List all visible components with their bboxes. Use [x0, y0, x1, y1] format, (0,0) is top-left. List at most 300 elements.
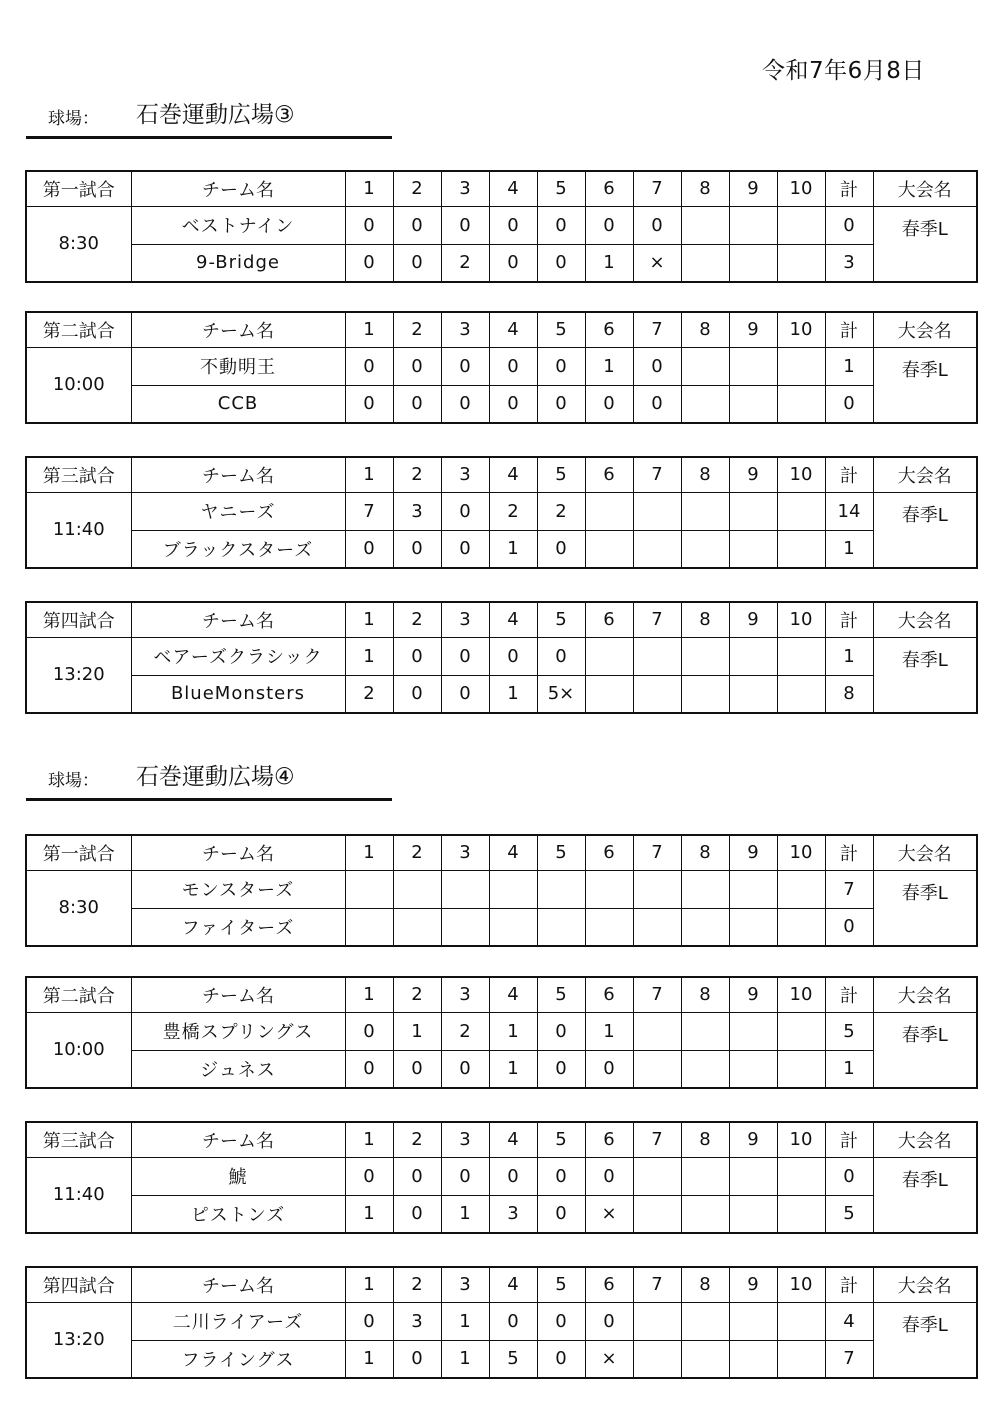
- inning-score: [729, 675, 777, 713]
- team-name: CCB: [131, 385, 345, 423]
- game-table: [25, 1266, 978, 1379]
- inning-score: [441, 870, 489, 908]
- inning-score: 0: [489, 1157, 537, 1195]
- table-header-row: [26, 1122, 977, 1157]
- inning-score: 0: [393, 637, 441, 675]
- inning-score: [777, 244, 825, 282]
- inning-header: 6: [585, 1267, 633, 1302]
- inning-score: [681, 206, 729, 244]
- venue-label: 球場：: [48, 771, 99, 791]
- inning-score: [681, 870, 729, 908]
- inning-score: [681, 908, 729, 946]
- inning-score: [729, 1195, 777, 1233]
- inning-score: 0: [393, 1157, 441, 1195]
- inning-score: [777, 675, 825, 713]
- inning-header: 5: [537, 1267, 585, 1302]
- inning-header: 4: [489, 1122, 537, 1157]
- inning-score: [729, 1302, 777, 1340]
- inning-score: [729, 206, 777, 244]
- game-time: 13:20: [26, 637, 131, 713]
- inning-score: [345, 908, 393, 946]
- inning-score: ×: [585, 1195, 633, 1233]
- inning-header: 8: [681, 835, 729, 870]
- inning-header: 9: [729, 457, 777, 492]
- inning-header: 6: [585, 835, 633, 870]
- inning-score: [633, 870, 681, 908]
- inning-score: [729, 385, 777, 423]
- venue-name: 石巻運動広場③: [136, 102, 295, 128]
- inning-score: [777, 908, 825, 946]
- inning-header: 2: [393, 171, 441, 206]
- inning-header: 7: [633, 457, 681, 492]
- game-time: 10:00: [26, 347, 131, 423]
- table-row: [26, 1050, 977, 1088]
- table-row: [26, 206, 977, 244]
- inning-score: [777, 347, 825, 385]
- team-name-header: チーム名: [131, 312, 345, 347]
- inning-header: 9: [729, 312, 777, 347]
- inning-header: 10: [777, 457, 825, 492]
- inning-header: 4: [489, 602, 537, 637]
- inning-score: 0: [441, 1050, 489, 1088]
- inning-score: [681, 1340, 729, 1378]
- table-header-row: [26, 977, 977, 1012]
- inning-score: 0: [393, 530, 441, 568]
- game-time: 11:40: [26, 492, 131, 568]
- inning-header: 1: [345, 171, 393, 206]
- inning-score: 0: [489, 347, 537, 385]
- inning-header: 5: [537, 835, 585, 870]
- inning-score: [633, 530, 681, 568]
- table-header-row: [26, 312, 977, 347]
- inning-score: [681, 637, 729, 675]
- inning-score: 0: [441, 492, 489, 530]
- team-name: ヤニーズ: [131, 492, 345, 530]
- inning-score: 0: [537, 637, 585, 675]
- inning-score: 0: [441, 530, 489, 568]
- inning-score: ×: [585, 1340, 633, 1378]
- inning-score: 0: [537, 1340, 585, 1378]
- inning-score: 0: [537, 1157, 585, 1195]
- inning-header: 3: [441, 1267, 489, 1302]
- game-number-header: 第一試合: [26, 835, 131, 870]
- inning-score: 0: [585, 1302, 633, 1340]
- total-score: 0: [825, 385, 873, 423]
- inning-header: 3: [441, 312, 489, 347]
- competition-header: 大会名: [873, 1267, 977, 1302]
- game-number-header: 第四試合: [26, 602, 131, 637]
- inning-score: 5×: [537, 675, 585, 713]
- inning-score: 0: [489, 244, 537, 282]
- inning-header: 1: [345, 312, 393, 347]
- team-name: 鯱: [131, 1157, 345, 1195]
- inning-score: 0: [441, 385, 489, 423]
- game-number-header: 第四試合: [26, 1267, 131, 1302]
- inning-header: 5: [537, 977, 585, 1012]
- inning-score: 0: [633, 385, 681, 423]
- table-header-row: [26, 457, 977, 492]
- competition-name: 春季L: [873, 492, 977, 568]
- inning-score: 0: [393, 1340, 441, 1378]
- inning-header: 10: [777, 1122, 825, 1157]
- inning-header: 6: [585, 171, 633, 206]
- total-score: 14: [825, 492, 873, 530]
- total-score: 1: [825, 1050, 873, 1088]
- inning-score: 0: [345, 385, 393, 423]
- inning-header: 9: [729, 1122, 777, 1157]
- team-name-header: チーム名: [131, 835, 345, 870]
- game-number-header: 第二試合: [26, 312, 131, 347]
- inning-header: 7: [633, 977, 681, 1012]
- total-score: 3: [825, 244, 873, 282]
- inning-score: [777, 1340, 825, 1378]
- inning-header: 9: [729, 835, 777, 870]
- inning-score: [393, 908, 441, 946]
- inning-header: 9: [729, 171, 777, 206]
- inning-score: [585, 637, 633, 675]
- game-number-header: 第一試合: [26, 171, 131, 206]
- inning-header: 10: [777, 977, 825, 1012]
- table-row: [26, 1340, 977, 1378]
- competition-name: 春季L: [873, 637, 977, 713]
- inning-header: 6: [585, 1122, 633, 1157]
- inning-header: 6: [585, 977, 633, 1012]
- inning-score: 0: [633, 206, 681, 244]
- competition-header: 大会名: [873, 1122, 977, 1157]
- inning-score: 0: [537, 1195, 585, 1233]
- inning-score: 0: [633, 347, 681, 385]
- inning-score: [585, 492, 633, 530]
- inning-header: 8: [681, 602, 729, 637]
- table-row: [26, 1012, 977, 1050]
- inning-header: 1: [345, 457, 393, 492]
- inning-header: 1: [345, 602, 393, 637]
- inning-score: 1: [441, 1302, 489, 1340]
- inning-score: 1: [345, 637, 393, 675]
- table-row: [26, 637, 977, 675]
- inning-score: 0: [345, 1012, 393, 1050]
- competition-name: 春季L: [873, 1012, 977, 1088]
- inning-score: [729, 347, 777, 385]
- inning-header: 3: [441, 1122, 489, 1157]
- venue-label: 球場：: [48, 109, 99, 129]
- inning-score: [393, 870, 441, 908]
- team-name: ベアーズクラシック: [131, 637, 345, 675]
- inning-header: 2: [393, 1267, 441, 1302]
- team-name: フライングス: [131, 1340, 345, 1378]
- inning-header: 1: [345, 1122, 393, 1157]
- table-row: [26, 492, 977, 530]
- inning-score: 1: [585, 347, 633, 385]
- inning-header: 7: [633, 1122, 681, 1157]
- inning-score: 0: [537, 1012, 585, 1050]
- inning-score: [441, 908, 489, 946]
- team-name: 9-Bridge: [131, 244, 345, 282]
- inning-header: 8: [681, 457, 729, 492]
- total-header: 計: [825, 1267, 873, 1302]
- game-time: 10:00: [26, 1012, 131, 1088]
- inning-header: 5: [537, 602, 585, 637]
- total-score: 7: [825, 870, 873, 908]
- game-time: 13:20: [26, 1302, 131, 1378]
- inning-header: 9: [729, 602, 777, 637]
- inning-score: [777, 1195, 825, 1233]
- inning-header: 9: [729, 977, 777, 1012]
- inning-header: 10: [777, 171, 825, 206]
- total-header: 計: [825, 977, 873, 1012]
- team-name: モンスターズ: [131, 870, 345, 908]
- inning-score: 3: [393, 492, 441, 530]
- inning-header: 8: [681, 1267, 729, 1302]
- total-score: 0: [825, 1157, 873, 1195]
- competition-name: 春季L: [873, 870, 977, 946]
- inning-score: [633, 1195, 681, 1233]
- inning-score: 0: [489, 637, 537, 675]
- total-header: 計: [825, 312, 873, 347]
- inning-header: 4: [489, 977, 537, 1012]
- inning-score: 0: [345, 206, 393, 244]
- total-score: 1: [825, 637, 873, 675]
- inning-score: 0: [393, 1050, 441, 1088]
- inning-score: 1: [585, 1012, 633, 1050]
- inning-score: [681, 492, 729, 530]
- inning-header: 8: [681, 171, 729, 206]
- inning-score: 0: [345, 347, 393, 385]
- inning-header: 3: [441, 171, 489, 206]
- inning-header: 7: [633, 602, 681, 637]
- inning-score: [681, 1302, 729, 1340]
- inning-header: 3: [441, 977, 489, 1012]
- inning-score: 0: [441, 1157, 489, 1195]
- inning-header: 8: [681, 1122, 729, 1157]
- inning-score: 1: [489, 1050, 537, 1088]
- inning-header: 8: [681, 312, 729, 347]
- competition-name: 春季L: [873, 206, 977, 282]
- team-name: ファイターズ: [131, 908, 345, 946]
- team-name-header: チーム名: [131, 1267, 345, 1302]
- inning-score: [681, 675, 729, 713]
- inning-header: 6: [585, 602, 633, 637]
- inning-score: 0: [537, 347, 585, 385]
- inning-header: 7: [633, 171, 681, 206]
- competition-header: 大会名: [873, 171, 977, 206]
- total-header: 計: [825, 171, 873, 206]
- inning-score: 0: [489, 385, 537, 423]
- inning-score: [729, 530, 777, 568]
- total-score: 5: [825, 1195, 873, 1233]
- competition-header: 大会名: [873, 602, 977, 637]
- team-name: ベストナイン: [131, 206, 345, 244]
- inning-header: 1: [345, 1267, 393, 1302]
- inning-score: 0: [537, 244, 585, 282]
- inning-header: 2: [393, 457, 441, 492]
- inning-header: 10: [777, 835, 825, 870]
- total-header: 計: [825, 835, 873, 870]
- total-score: 4: [825, 1302, 873, 1340]
- inning-score: 0: [537, 1302, 585, 1340]
- team-name-header: チーム名: [131, 1122, 345, 1157]
- inning-score: 0: [537, 385, 585, 423]
- inning-score: [345, 870, 393, 908]
- total-header: 計: [825, 457, 873, 492]
- inning-header: 4: [489, 1267, 537, 1302]
- inning-header: 4: [489, 171, 537, 206]
- inning-score: 0: [585, 1050, 633, 1088]
- venue-name: 石巻運動広場④: [136, 764, 295, 790]
- inning-header: 2: [393, 602, 441, 637]
- inning-header: 9: [729, 1267, 777, 1302]
- inning-score: 0: [345, 244, 393, 282]
- inning-header: 5: [537, 312, 585, 347]
- inning-score: 0: [537, 1050, 585, 1088]
- venue-header-4: [26, 758, 392, 801]
- team-name: 二川ライアーズ: [131, 1302, 345, 1340]
- inning-header: 3: [441, 457, 489, 492]
- inning-score: [777, 1302, 825, 1340]
- inning-score: [729, 1012, 777, 1050]
- document-date: 令和7年6月8日: [762, 58, 925, 84]
- table-row: [26, 1195, 977, 1233]
- inning-score: 1: [393, 1012, 441, 1050]
- inning-score: 0: [393, 244, 441, 282]
- inning-score: [633, 675, 681, 713]
- inning-score: [729, 1157, 777, 1195]
- inning-header: 6: [585, 457, 633, 492]
- inning-score: [777, 385, 825, 423]
- game-number-header: 第三試合: [26, 457, 131, 492]
- inning-score: 1: [441, 1340, 489, 1378]
- inning-score: [729, 492, 777, 530]
- team-name: ブラックスターズ: [131, 530, 345, 568]
- inning-score: [729, 870, 777, 908]
- total-score: 7: [825, 1340, 873, 1378]
- inning-score: [681, 347, 729, 385]
- inning-score: [729, 637, 777, 675]
- table-row: [26, 385, 977, 423]
- inning-score: [585, 908, 633, 946]
- inning-score: [729, 908, 777, 946]
- inning-score: [633, 1302, 681, 1340]
- inning-score: [777, 637, 825, 675]
- inning-score: 0: [537, 206, 585, 244]
- team-name: 豊橋スプリングス: [131, 1012, 345, 1050]
- inning-score: 2: [441, 244, 489, 282]
- inning-header: 2: [393, 312, 441, 347]
- competition-header: 大会名: [873, 457, 977, 492]
- inning-header: 1: [345, 977, 393, 1012]
- inning-score: [777, 530, 825, 568]
- table-row: [26, 244, 977, 282]
- inning-score: 0: [393, 206, 441, 244]
- inning-score: [681, 385, 729, 423]
- table-row: [26, 530, 977, 568]
- inning-score: [633, 1012, 681, 1050]
- total-score: 5: [825, 1012, 873, 1050]
- total-score: 0: [825, 206, 873, 244]
- inning-header: 5: [537, 171, 585, 206]
- inning-score: 0: [345, 530, 393, 568]
- competition-header: 大会名: [873, 312, 977, 347]
- inning-header: 10: [777, 1267, 825, 1302]
- team-name: ピストンズ: [131, 1195, 345, 1233]
- inning-score: [585, 530, 633, 568]
- inning-score: 7: [345, 492, 393, 530]
- total-score: 1: [825, 530, 873, 568]
- inning-score: [489, 870, 537, 908]
- inning-header: 7: [633, 312, 681, 347]
- team-name: 不動明王: [131, 347, 345, 385]
- game-table: [25, 1121, 978, 1234]
- inning-header: 8: [681, 977, 729, 1012]
- inning-score: 0: [441, 675, 489, 713]
- inning-score: [681, 244, 729, 282]
- inning-score: [585, 870, 633, 908]
- game-table: [25, 976, 978, 1089]
- inning-score: 0: [489, 1302, 537, 1340]
- inning-header: 5: [537, 1122, 585, 1157]
- inning-header: 5: [537, 457, 585, 492]
- game-table: [25, 834, 978, 947]
- inning-score: 1: [585, 244, 633, 282]
- inning-header: 4: [489, 835, 537, 870]
- competition-name: 春季L: [873, 1157, 977, 1233]
- inning-header: 3: [441, 602, 489, 637]
- inning-score: 0: [585, 206, 633, 244]
- table-row: [26, 347, 977, 385]
- inning-score: 3: [489, 1195, 537, 1233]
- inning-score: [633, 1050, 681, 1088]
- game-number-header: 第二試合: [26, 977, 131, 1012]
- game-table: [25, 601, 978, 714]
- inning-score: 0: [345, 1050, 393, 1088]
- inning-score: 1: [441, 1195, 489, 1233]
- inning-score: 0: [345, 1157, 393, 1195]
- inning-score: 0: [441, 347, 489, 385]
- table-header-row: [26, 835, 977, 870]
- game-table: [25, 170, 978, 283]
- inning-score: [681, 1012, 729, 1050]
- game-table: [25, 456, 978, 569]
- inning-score: [777, 1050, 825, 1088]
- inning-header: 1: [345, 835, 393, 870]
- inning-score: [681, 1050, 729, 1088]
- table-row: [26, 908, 977, 946]
- inning-score: [681, 1157, 729, 1195]
- inning-score: 5: [489, 1340, 537, 1378]
- inning-score: [681, 1195, 729, 1233]
- inning-score: 0: [393, 675, 441, 713]
- inning-score: 0: [345, 1302, 393, 1340]
- total-header: 計: [825, 1122, 873, 1157]
- inning-score: 0: [393, 1195, 441, 1233]
- inning-header: 4: [489, 457, 537, 492]
- competition-header: 大会名: [873, 835, 977, 870]
- inning-score: 0: [393, 347, 441, 385]
- inning-score: 0: [585, 385, 633, 423]
- inning-score: [729, 1050, 777, 1088]
- inning-score: [777, 206, 825, 244]
- inning-score: 0: [489, 206, 537, 244]
- team-name-header: チーム名: [131, 977, 345, 1012]
- inning-score: 1: [489, 1012, 537, 1050]
- inning-score: [729, 1340, 777, 1378]
- inning-score: 0: [585, 1157, 633, 1195]
- table-row: [26, 675, 977, 713]
- table-row: [26, 870, 977, 908]
- inning-header: 10: [777, 602, 825, 637]
- inning-header: 6: [585, 312, 633, 347]
- inning-score: 2: [345, 675, 393, 713]
